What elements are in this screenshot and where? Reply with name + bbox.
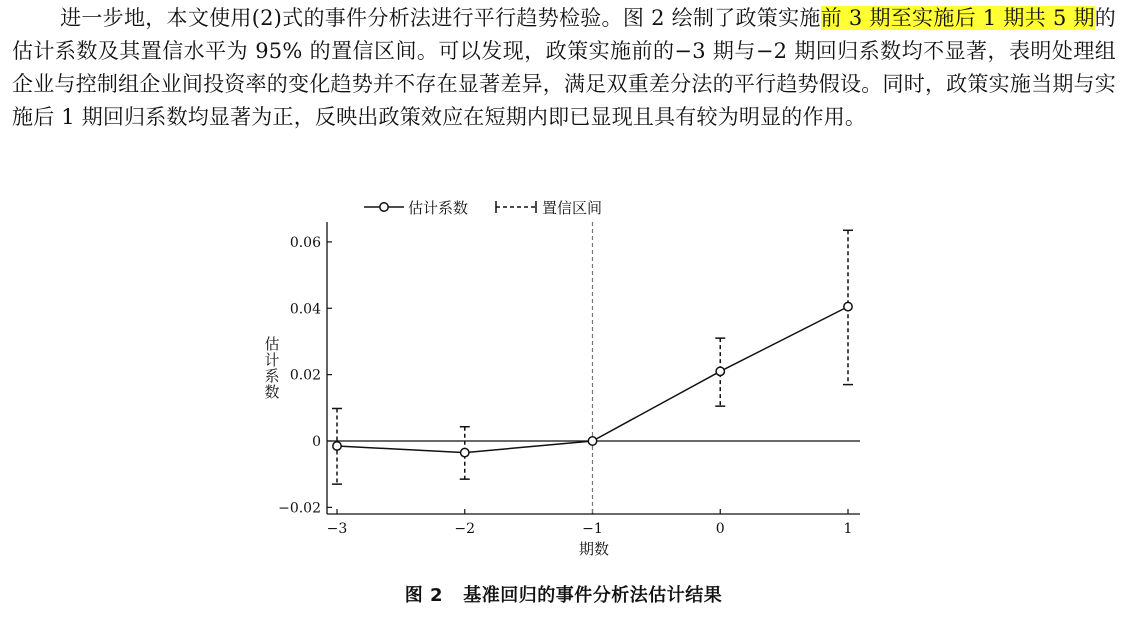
y-tick-label: 0.04 <box>289 301 321 318</box>
y-tick-label: 0 <box>312 434 321 450</box>
legend-marker-swatch <box>380 203 388 211</box>
legend-series-label: 估计系数 <box>408 199 469 217</box>
figure-number: 图 2 <box>404 585 443 606</box>
legend-ci-label: 置信区间 <box>542 199 603 217</box>
coefficient-point <box>588 437 596 445</box>
x-tick-label: 0 <box>715 521 725 537</box>
highlighted-text[interactable]: 前 3 期至实施后 1 期共 5 期 <box>820 6 1095 30</box>
y-tick-label: 0.06 <box>289 234 321 251</box>
paragraph-text-2: 的估计系数及其置信水平为 95% 的置信区间。可以发现，政策实施前的−3 期与−2 期回归系数均不显著，表明处理组企业与控制组企业间投资率的变化趋势并不存在显著差异，满足双重差分法的平行趋势假设。同时，政策实施当期与实施后 1 期回归系数均显著为正，反映出政策效应在短期内即已显现且具有较为明显的作用。 <box>12 6 1116 129</box>
x-tick-label: 1 <box>843 521 853 537</box>
y-tick-label: −0.02 <box>278 500 321 517</box>
figure-caption-text: 基准回归的事件分析法估计结果 <box>463 585 723 606</box>
coefficient-point <box>844 302 852 310</box>
coefficient-point <box>333 442 341 450</box>
chart-axes <box>264 222 860 558</box>
coefficient-point <box>716 367 724 375</box>
x-axis-label: 期数 <box>578 540 610 558</box>
figure-caption <box>0 581 1127 607</box>
x-tick-label: −3 <box>326 521 348 537</box>
y-tick-label: 0.02 <box>289 367 321 384</box>
chart-legend <box>364 199 602 217</box>
reference-lines <box>327 222 860 514</box>
paragraph-text-1: 进一步地，本文使用(2)式的事件分析法进行平行趋势检验。图 2 绘制了政策实施 <box>60 6 821 30</box>
x-tick-label: −2 <box>454 521 476 537</box>
y-axis-label: 估计系数 <box>264 335 280 401</box>
x-tick-label: −1 <box>582 521 603 537</box>
coefficient-point <box>461 448 469 456</box>
